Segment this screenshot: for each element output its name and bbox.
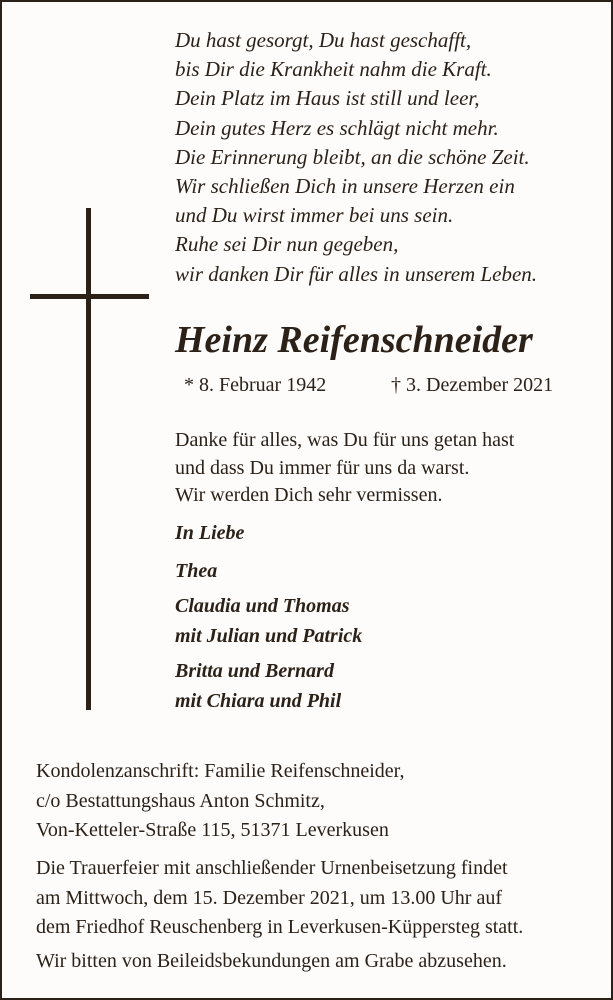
address-line: c/o Bestattungshaus Anton Schmitz, (36, 789, 325, 812)
poem-line: Dein gutes Herz es schlägt nicht mehr. (175, 115, 499, 140)
cross-vertical-bar (86, 208, 91, 710)
signature-family-2 (175, 656, 341, 716)
signature-line: Claudia und Thomas (175, 595, 350, 617)
signature-spouse: Thea (175, 560, 218, 582)
thanks-message (175, 427, 514, 510)
poem-line: und Du wirst immer bei uns sein. (175, 203, 454, 228)
condolence-address (36, 757, 405, 846)
birth-date: * 8. Februar 1942 (184, 374, 327, 396)
ceremony-line: dem Friedhof Reuschenberg in Leverkusen-Küppersteg statt. (36, 916, 524, 938)
signature-family-1 (175, 591, 362, 651)
death-date: † 3. Dezember 2021 (391, 374, 554, 396)
thanks-line: Wir werden Dich sehr vermissen. (175, 484, 443, 506)
poem-line: Ruhe sei Dir nun gegeben, (175, 232, 399, 257)
thanks-line: und dass Du immer für uns da warst. (175, 456, 470, 479)
condolence-request: Wir bitten von Beileidsbekundungen am Grabe abzusehen. (36, 950, 507, 972)
memorial-poem (175, 26, 537, 289)
signature-intro: In Liebe (175, 522, 245, 544)
address-line: Von-Ketteler-Straße 115, 51371 Leverkusen (36, 819, 389, 841)
address-line: Kondolenzanschrift: Familie Reifenschneider, (36, 760, 405, 782)
thanks-line: Danke für alles, was Du für uns getan hast (175, 429, 515, 451)
cross-horizontal-bar (30, 294, 149, 299)
poem-line: Wir schließen Dich in unsere Herzen ein (175, 174, 515, 199)
deceased-name: Heinz Reifenschneider (175, 319, 533, 361)
ceremony-info (36, 854, 523, 943)
signature-line: mit Chiara und Phil (175, 690, 342, 712)
poem-line: Die Erinnerung bleibt, an die schöne Zeit. (175, 144, 530, 169)
poem-line: wir danken Dir für alles in unserem Leben. (175, 261, 538, 286)
ceremony-line: am Mittwoch, dem 15. Dezember 2021, um 13.00 Uhr auf (36, 886, 503, 909)
poem-line: Dein Platz im Haus ist still und leer, (175, 86, 480, 111)
ceremony-line: Die Trauerfeier mit anschließender Urnenbeisetzung findet (36, 857, 508, 879)
signature-line: Britta und Bernard (175, 660, 334, 682)
poem-line: Du hast gesorgt, Du hast geschafft, (175, 28, 472, 52)
signature-line: mit Julian und Patrick (175, 625, 363, 647)
poem-line: bis Dir die Krankheit nahm die Kraft. (175, 57, 492, 82)
